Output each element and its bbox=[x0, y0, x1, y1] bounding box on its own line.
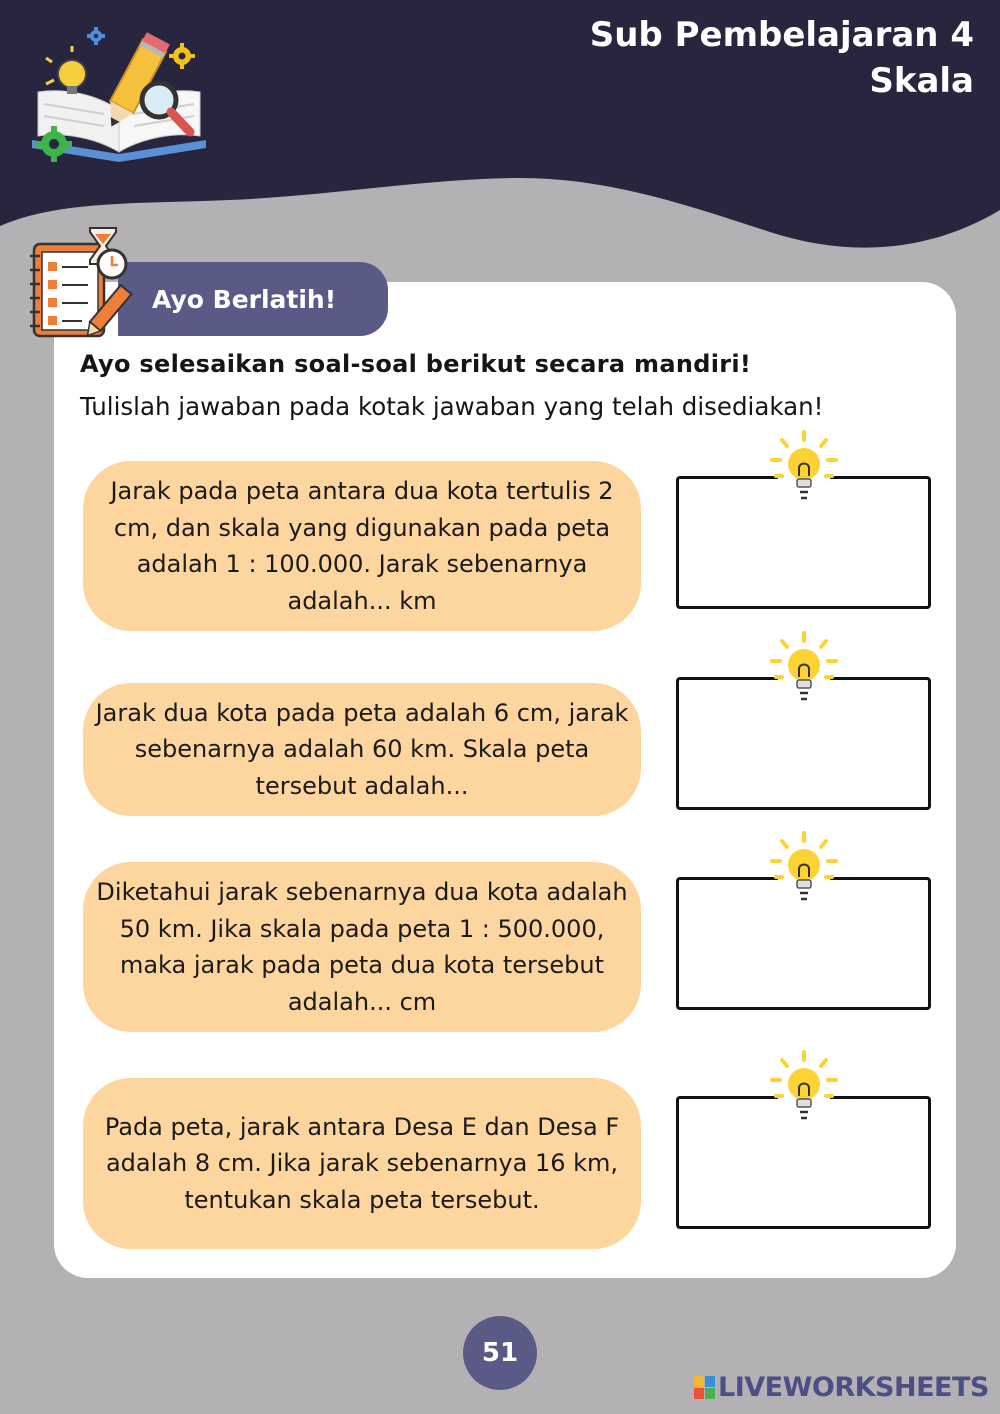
section-tab: Ayo Berlatih! bbox=[118, 262, 388, 336]
question-card-2: Jarak dua kota pada peta adalah 6 cm, jarak sebenarnya adalah 60 km. Skala peta tersebut adalah... bbox=[83, 683, 641, 816]
question-card-4: Pada peta, jarak antara Desa E dan Desa F adalah 8 cm. Jika jarak sebenarnya 16 km, tentukan skala peta tersebut. bbox=[83, 1078, 641, 1249]
subtopic-title: Sub Pembelajaran 4 bbox=[589, 15, 974, 55]
lightbulb-icon bbox=[768, 629, 840, 705]
brand-name: LIVEWORKSHEETS bbox=[718, 1372, 989, 1403]
lightbulb-icon bbox=[768, 829, 840, 905]
topic-title: Skala bbox=[869, 61, 974, 101]
liveworksheets-brand bbox=[694, 1372, 989, 1403]
page-number: 51 bbox=[463, 1316, 537, 1390]
instruction-heading: Ayo selesaikan soal-soal berikut secara mandiri! bbox=[80, 350, 752, 378]
liveworksheets-logo-icon bbox=[694, 1376, 716, 1400]
instruction-text: Tulislah jawaban pada kotak jawaban yang telah disediakan! bbox=[80, 392, 824, 421]
clipboard-checklist-icon bbox=[24, 224, 134, 342]
question-card-3: Diketahui jarak sebenarnya dua kota adalah 50 km. Jika skala pada peta 1 : 500.000, maka jarak pada peta dua kota tersebut adalah... cm bbox=[83, 862, 641, 1032]
education-illustration-icon bbox=[24, 22, 214, 172]
page-title bbox=[590, 12, 974, 104]
lightbulb-icon bbox=[768, 428, 840, 504]
lightbulb-icon bbox=[768, 1048, 840, 1124]
question-card-1: Jarak pada peta antara dua kota tertulis 2 cm, dan skala yang digunakan pada peta adalah 1 : 100.000. Jarak sebenarnya adalah... km bbox=[83, 461, 641, 631]
